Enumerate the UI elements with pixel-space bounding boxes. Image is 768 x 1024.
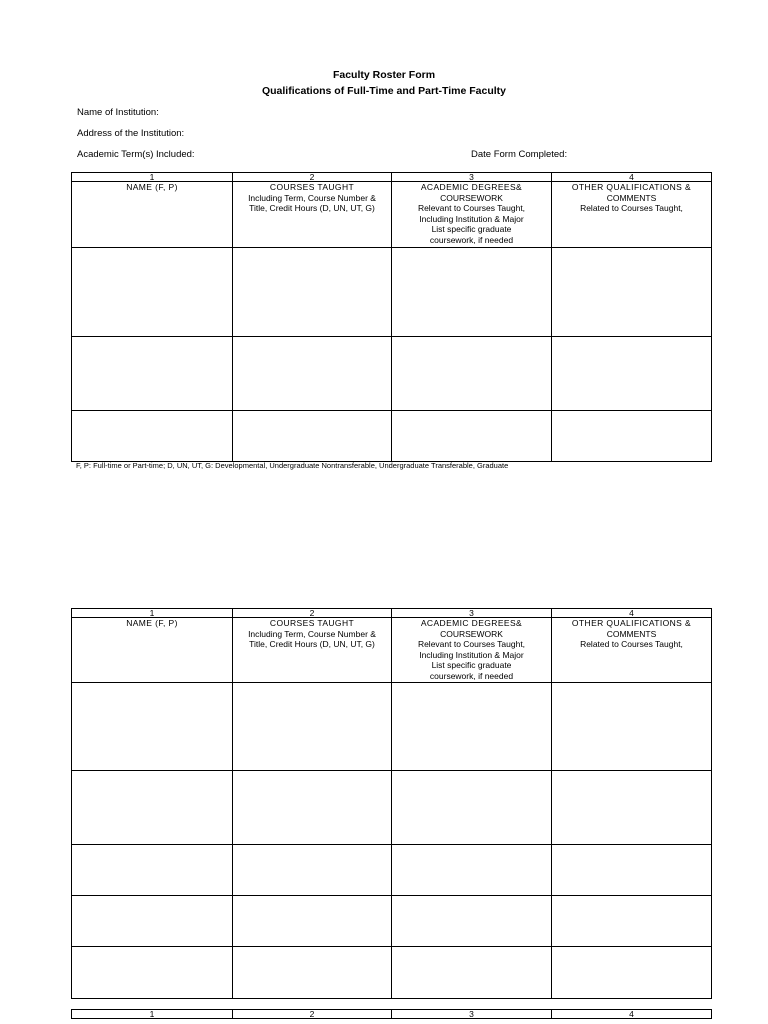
column-number: 3 xyxy=(392,173,552,182)
roster-table-3 xyxy=(71,1009,712,1019)
header-courses-line: Including Term, Course Number & xyxy=(248,628,376,639)
column-number: 2 xyxy=(233,1010,392,1019)
column-number: 3 xyxy=(392,609,552,618)
column-number: 1 xyxy=(72,173,233,182)
name-cell[interactable] xyxy=(72,947,233,999)
header-degrees-title: ACADEMIC DEGREES& xyxy=(420,182,523,192)
qualifications-cell[interactable] xyxy=(552,771,712,845)
name-cell[interactable] xyxy=(72,337,233,411)
degrees-cell[interactable] xyxy=(392,947,552,999)
table-row xyxy=(72,845,712,896)
table-row xyxy=(72,248,712,337)
qualifications-cell[interactable] xyxy=(552,947,712,999)
degrees-cell[interactable] xyxy=(392,411,552,462)
column-number-row xyxy=(72,609,712,618)
table-row xyxy=(72,947,712,999)
degrees-cell[interactable] xyxy=(392,683,552,771)
header-degrees-line: Relevant to Courses Taught, xyxy=(417,203,526,213)
degrees-cell[interactable] xyxy=(392,845,552,896)
header-qualifications-line: Related to Courses Taught, xyxy=(580,639,683,649)
roster-table-2 xyxy=(71,608,712,999)
header-degrees-line: List specific graduate xyxy=(431,660,512,670)
header-degrees-line: List specific graduate xyxy=(431,224,512,234)
column-number-row xyxy=(72,1010,712,1019)
qualifications-cell[interactable] xyxy=(552,337,712,411)
header-degrees-title: ACADEMIC DEGREES& xyxy=(420,618,523,628)
qualifications-cell[interactable] xyxy=(552,896,712,947)
column-number: 4 xyxy=(552,1010,712,1019)
header-courses-line: Title, Credit Hours (D, UN, UT, G) xyxy=(249,639,375,649)
header-degrees-line: coursework, if needed xyxy=(429,234,514,245)
header-name xyxy=(72,618,233,683)
courses-cell[interactable] xyxy=(233,845,392,896)
academic-terms-label: Academic Term(s) Included: xyxy=(77,149,195,160)
header-degrees-line: coursework, if needed xyxy=(429,670,514,681)
name-cell[interactable] xyxy=(72,845,233,896)
courses-cell[interactable] xyxy=(233,337,392,411)
column-number: 2 xyxy=(233,609,392,618)
header-qualifications xyxy=(552,618,712,683)
column-number: 1 xyxy=(72,609,233,618)
header-name-title: NAME (F, P) xyxy=(126,618,178,628)
courses-cell[interactable] xyxy=(233,248,392,337)
column-number: 3 xyxy=(392,1010,552,1019)
header-qualifications-line: COMMENTS xyxy=(606,192,657,203)
header-courses-title: COURSES TAUGHT xyxy=(269,618,355,628)
name-cell[interactable] xyxy=(72,248,233,337)
date-completed-label: Date Form Completed: xyxy=(471,149,568,160)
degrees-cell[interactable] xyxy=(392,337,552,411)
header-degrees-line: COURSEWORK xyxy=(440,628,503,639)
name-cell[interactable] xyxy=(72,771,233,845)
courses-cell[interactable] xyxy=(233,683,392,771)
courses-cell[interactable] xyxy=(233,771,392,845)
table-row xyxy=(72,337,712,411)
table-row xyxy=(72,411,712,462)
header-qualifications-line: Related to Courses Taught, xyxy=(580,203,683,213)
form-subtitle: Qualifications of Full-Time and Part-Time Faculty xyxy=(261,85,507,97)
qualifications-cell[interactable] xyxy=(552,845,712,896)
name-cell[interactable] xyxy=(72,683,233,771)
header-courses-title: COURSES TAUGHT xyxy=(269,182,355,192)
header-degrees xyxy=(392,618,552,683)
column-number-row xyxy=(72,173,712,182)
degrees-cell[interactable] xyxy=(392,896,552,947)
header-degrees-line: Including Institution & Major xyxy=(419,213,524,224)
column-header-row xyxy=(72,182,712,248)
qualifications-cell[interactable] xyxy=(552,411,712,462)
column-number: 4 xyxy=(552,609,712,618)
name-cell[interactable] xyxy=(72,896,233,947)
table-row xyxy=(72,683,712,771)
header-degrees-line: COURSEWORK xyxy=(440,192,503,203)
column-number: 1 xyxy=(72,1010,233,1019)
header-courses xyxy=(233,618,392,683)
header-courses xyxy=(233,182,392,248)
qualifications-cell[interactable] xyxy=(552,683,712,771)
roster-table-1 xyxy=(71,172,712,462)
header-courses-line: Including Term, Course Number & xyxy=(248,192,376,203)
column-number: 2 xyxy=(233,173,392,182)
column-header-row xyxy=(72,618,712,683)
degrees-cell[interactable] xyxy=(392,248,552,337)
table-row xyxy=(72,771,712,845)
degrees-cell[interactable] xyxy=(392,771,552,845)
header-degrees-line: Relevant to Courses Taught, xyxy=(417,639,526,649)
form-title: Faculty Roster Form xyxy=(332,69,436,81)
table-row xyxy=(72,896,712,947)
header-degrees xyxy=(392,182,552,248)
qualifications-cell[interactable] xyxy=(552,248,712,337)
header-qualifications-title: OTHER QUALIFICATIONS & xyxy=(571,618,692,628)
courses-cell[interactable] xyxy=(233,947,392,999)
institution-name-label: Name of Institution: xyxy=(77,107,159,118)
header-name xyxy=(72,182,233,248)
header-qualifications xyxy=(552,182,712,248)
courses-cell[interactable] xyxy=(233,896,392,947)
courses-cell[interactable] xyxy=(233,411,392,462)
column-number: 4 xyxy=(552,173,712,182)
header-courses-line: Title, Credit Hours (D, UN, UT, G) xyxy=(249,203,375,213)
institution-address-label: Address of the Institution: xyxy=(77,128,185,139)
legend-footnote: F, P: Full-time or Part-time; D, UN, UT, G: Developmental, Undergraduate Nontransferable, Undergraduate Transferable, Graduate xyxy=(76,461,509,470)
header-name-title: NAME (F, P) xyxy=(126,182,178,192)
header-qualifications-title: OTHER QUALIFICATIONS & xyxy=(571,182,692,192)
header-degrees-line: Including Institution & Major xyxy=(419,649,524,660)
header-qualifications-line: COMMENTS xyxy=(606,628,657,639)
name-cell[interactable] xyxy=(72,411,233,462)
